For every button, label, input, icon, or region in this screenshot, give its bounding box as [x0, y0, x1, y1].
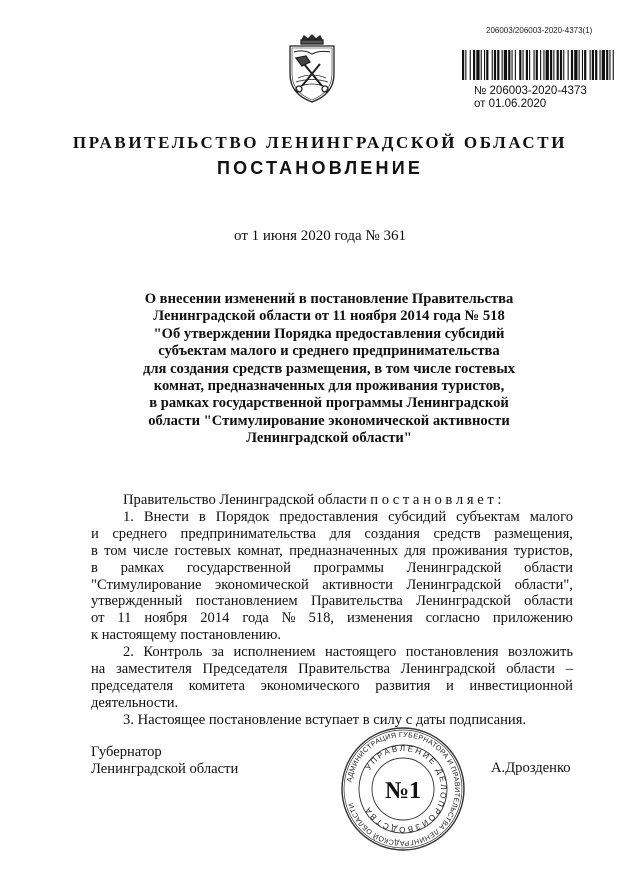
body-line: в рамках государственной программы Ленинградской области — [91, 559, 573, 576]
body-line: 3. Настоящее постановление вступает в силу с даты подписания. — [123, 711, 527, 728]
body-line: на заместителя Председателя Правительства Ленинградской области – — [91, 661, 573, 678]
subject-line: комнат, предназначенных для проживания туристов, — [153, 378, 505, 395]
subject-line: "Об утверждении Порядка предоставления субсидий — [153, 325, 505, 342]
document-date-number: от 1 июня 2020 года № 361 — [234, 228, 406, 244]
official-seal-icon — [340, 726, 466, 852]
body-line: к настоящему постановлению. — [91, 627, 282, 644]
registration-number: № 206003-2020-4373 — [474, 85, 587, 97]
subject-line: области "Стимулирование экономической активности — [148, 412, 510, 429]
body-line: утвержденный постановлением Правительства Ленинградской области — [91, 593, 573, 610]
subject-line: для создания средств размещения, в том числе гостевых — [142, 360, 516, 377]
body-line: в том числе гостевых комнат, предназначенных для проживания туристов, — [91, 542, 573, 559]
body-line: деятельности. — [91, 694, 179, 711]
subject-line: Ленинградской области от 11 ноября 2014 года № 518 — [153, 308, 505, 325]
subject-line: субъектам малого и среднего предпринимательства — [158, 343, 500, 360]
signatory-name: А.Дрозденко — [491, 760, 571, 776]
preamble: Правительство Ленинградской области п о с т а н о в л я е т : — [123, 492, 502, 508]
signatory-position — [91, 744, 238, 778]
document-subject — [118, 291, 540, 448]
body-line: от 11 ноября 2014 года № 518, изменения согласно приложению — [91, 610, 573, 627]
svg-text:УПРАВЛЕНИЕ ДЕЛОПРОИЗВОДСТВА: УПРАВЛЕНИЕ ДЕЛОПРОИЗВОДСТВА — [362, 743, 449, 835]
svg-text:№1: №1 — [384, 778, 422, 804]
body-line: председателя комитета экономического развития и инвестиционной — [91, 677, 573, 694]
body-line: 2. Контроль за исполнением настоящего постановления возложить — [123, 644, 573, 661]
body-line: и среднего предпринимательства для создания средств размещения, — [91, 525, 573, 542]
document-body — [91, 492, 573, 729]
body-line: "Стимулирование экономической активности Ленинградской области", — [91, 576, 573, 593]
barcode — [462, 50, 616, 80]
registration-date: от 01.06.2020 — [474, 98, 547, 110]
government-title: ПРАВИТЕЛЬСТВО ЛЕНИНГРАДСКОЙ ОБЛАСТИ — [72, 133, 568, 152]
coat-of-arms-icon — [282, 34, 342, 104]
subject-line: О внесении изменений в постановление Правительства — [144, 291, 514, 307]
document-type: ПОСТАНОВЛЕНИЕ — [216, 158, 424, 178]
body-line: 1. Внести в Порядок предоставления субсидий субъектам малого — [123, 508, 573, 525]
subject-line: в рамках государственной программы Ленинградской — [149, 395, 509, 412]
svg-text:АДМИНИСТРАЦИЯ ГУБЕРНАТОРА И ПР: АДМИНИСТРАЦИЯ ГУБЕРНАТОРА И ПРАВИТЕЛЬСТВА ЛЕНИНГРАДСКОЙ ОБЛАСТИ — [345, 730, 462, 848]
subject-line: Ленинградской области" — [246, 430, 412, 447]
position-line: Губернатор — [91, 744, 162, 760]
registration-code: 206003/206003-2020-4373(1) — [486, 26, 593, 35]
position-line: Ленинградской области — [91, 761, 239, 777]
